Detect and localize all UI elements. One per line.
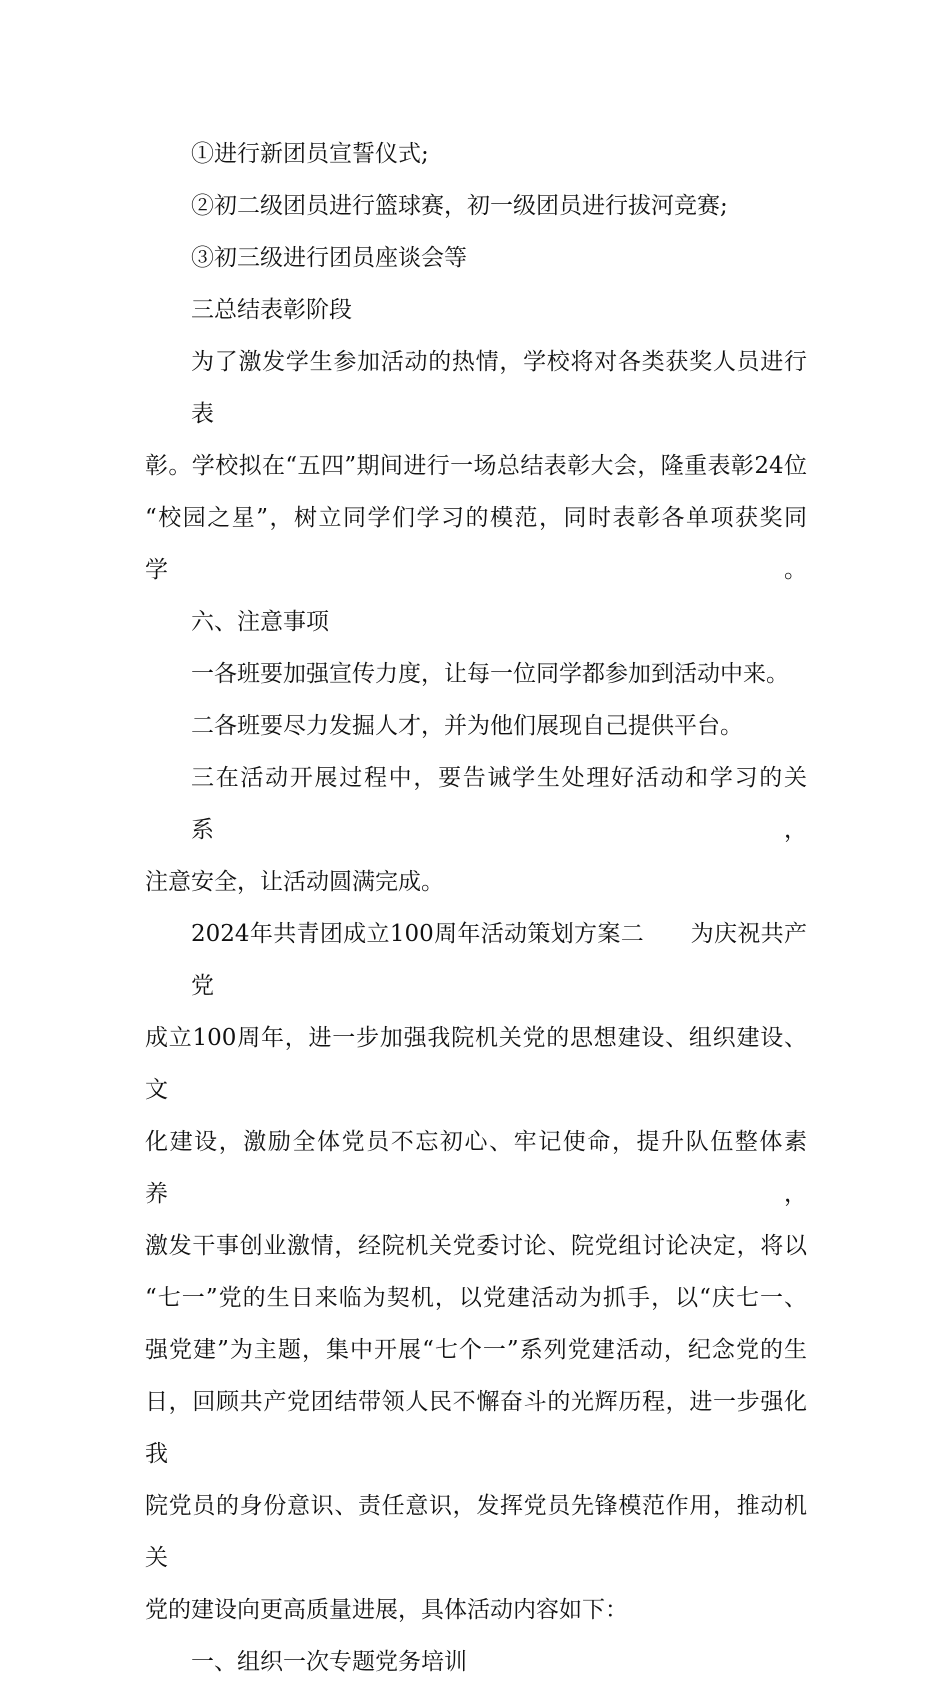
text-line: 2024年共青团成立100周年活动策划方案二 为庆祝共产党 [191,921,807,999]
text-line: 注意安全，让活动圆满完成。 [145,869,444,895]
text-line: ②初二级团员进行篮球赛，初一级团员进行拔河竞赛; [191,193,728,219]
text-line: 化建设，激励全体党员不忘初心、牢记使命，提升队伍整体素养， [145,1129,807,1207]
paragraph-p2 [145,180,807,232]
text-line: 三总结表彰阶段 [191,297,352,323]
text-line: 一、组织一次专题党务培训 [191,1649,467,1675]
text-line: 强党建”为主题，集中开展“七个一”系列党建活动，纪念党的生 [145,1337,807,1363]
text-line: 党的建设向更高质量进展，具体活动内容如下： [145,1597,628,1623]
text-line: 为了激发学生参加活动的热情，学校将对各类获奖人员进行表 [191,349,807,427]
text-line: 二各班要尽力发掘人才，并为他们展现自己提供平台。 [191,713,743,739]
paragraph-p9 [145,752,807,908]
text-line: 一各班要加强宣传力度，让每一位同学都参加到活动中来。 [191,661,789,687]
text-line: “校园之星”，树立同学们学习的模范，同时表彰各单项获奖同学。 [145,505,807,583]
text-line: 日，回顾共产党团结带领人民不懈奋斗的光辉历程，进一步强化我 [145,1389,807,1467]
paragraph-p7 [145,648,807,700]
paragraph-p5 [145,336,807,596]
paragraph-p3 [145,232,807,284]
text-line: ③初三级进行团员座谈会等 [191,245,467,271]
document-page [145,128,807,1688]
text-line: 成立100周年，进一步加强我院机关党的思想建设、组织建设、文 [145,1025,807,1103]
text-line: 三在活动开展过程中，要告诫学生处理好活动和学习的关系， [191,765,807,843]
text-line: 激发干事创业激情，经院机关党委讨论、院党组讨论决定，将以 [145,1233,807,1259]
text-line: 彰。学校拟在“五四”期间进行一场总结表彰大会，隆重表彰24位 [145,453,807,479]
section-heading-notes [145,596,807,648]
paragraph-p1 [145,128,807,180]
text-line: 院党员的身份意识、责任意识，发挥党员先锋模范作用，推动机关 [145,1493,807,1571]
text-line: 六、注意事项 [191,609,329,635]
paragraph-p8 [145,700,807,752]
section-heading-training [145,1636,807,1688]
paragraph-p10 [145,908,807,1636]
text-line: “七一”党的生日来临为契机，以党建活动为抓手，以“庆七一、 [145,1285,807,1311]
section-heading-summary [145,284,807,336]
text-line: ①进行新团员宣誓仪式; [191,141,429,167]
